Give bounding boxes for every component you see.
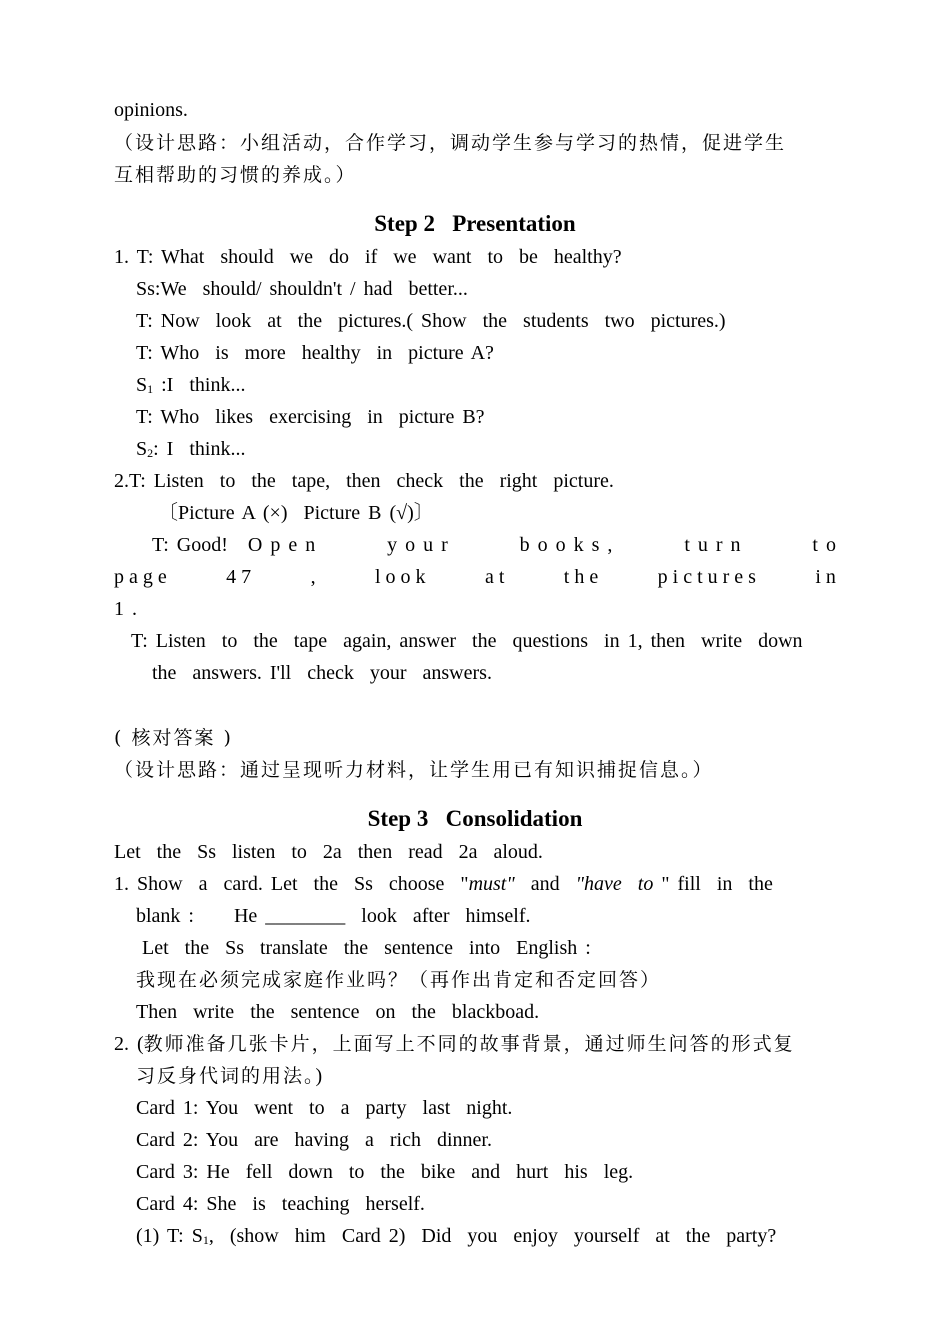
- spread-word: i n: [815, 566, 836, 588]
- text-part: 2. (: [114, 1033, 144, 1055]
- subscript: 1: [202, 1233, 209, 1247]
- step2-line-2: Ss:We should/ shouldn't / had better...: [136, 278, 468, 300]
- text-part: , (show him Card 2) Did you enjoy yourself at the party?: [208, 1225, 777, 1247]
- step2-line-10: [114, 533, 836, 557]
- step2-line-3: T: Now look at the pictures.( Show the students two pictures.): [136, 310, 726, 332]
- step2-line-12: 1 .: [114, 598, 137, 620]
- step2-line-14: the answers. I'll check your answers.: [152, 662, 492, 684]
- spread-word: b o o k s ,: [519, 534, 613, 556]
- spread-word: t h e: [563, 566, 599, 588]
- step2-line-9: 〔Picture A (×) Picture B (√)〕: [158, 502, 434, 524]
- chinese-text: 习反身代词的用法。: [136, 1065, 316, 1087]
- step2-line-13: T: Listen to the tape again, answer the questions in 1, then write down: [131, 630, 803, 652]
- speaker-s: S: [136, 438, 148, 460]
- must-text: must": [468, 873, 515, 895]
- step2-design-note: （设计思路：通过呈现听力材料，让学生用已有知识捕捉信息。）: [114, 759, 714, 781]
- text-part: 1. Show a card. Let the Ss choose ": [114, 873, 469, 895]
- spread-word: O p e n: [247, 534, 316, 556]
- step2-line-5: [136, 373, 245, 397]
- design-note-line-1: （设计思路：小组活动，合作学习，调动学生参与学习的热情，促进学生: [114, 132, 787, 154]
- step3-line-2: [114, 872, 773, 896]
- opinions-line: opinions.: [114, 99, 188, 121]
- step2-line-4: T: Who is more healthy in picture A?: [136, 342, 494, 364]
- subscript: 1: [147, 382, 154, 396]
- step3-line-13: [136, 1224, 776, 1248]
- card-1-line: Card 1: You went to a party last night.: [136, 1097, 513, 1119]
- step2-heading: Step 2 Presentation: [374, 211, 576, 236]
- card-4-line: Card 4: She is teaching herself.: [136, 1193, 425, 1215]
- text-part: " fill in the: [653, 873, 773, 895]
- spread-word: y o u r: [387, 534, 448, 556]
- speaker-s: S: [136, 374, 148, 396]
- step3-line-8: [136, 1064, 322, 1088]
- text-part: and: [514, 873, 576, 895]
- spread-word: l o o k: [374, 566, 426, 588]
- step3-line-7: [114, 1032, 795, 1056]
- step3-line-6: Then write the sentence on the blackboad.: [136, 1001, 540, 1023]
- card-2-line: Card 2: You are having a rich dinner.: [136, 1129, 492, 1151]
- spread-word: t o: [812, 534, 836, 556]
- card-3-line: Card 3: He fell down to the bike and hurt his leg.: [136, 1161, 634, 1183]
- spread-word: p a g e: [114, 566, 167, 588]
- chinese-text: 教师准备几张卡片，上面写上不同的故事背景，通过师生问答的形式复: [143, 1033, 795, 1055]
- design-note-line-2: 互相帮助的习惯的养成。）: [114, 164, 357, 186]
- text-part: ): [315, 1065, 323, 1087]
- good-text: T: Good!: [152, 534, 228, 556]
- spread-word: 4 7: [226, 566, 252, 588]
- step2-line-8: 2.T: Listen to the tape, then check the right picture.: [114, 470, 614, 492]
- spread-word: p i c t u r e s: [657, 566, 756, 588]
- step2-line-1: 1. T: What should we do if we want to be healthy?: [114, 246, 622, 268]
- step3-line-3: blank : He ________ look after himself.: [136, 905, 531, 927]
- spread-word: ,: [310, 566, 316, 588]
- spread-word: t u r n: [684, 534, 741, 556]
- step2-line-11: [114, 565, 836, 589]
- speaker-text: : I think...: [153, 438, 246, 460]
- text-part: (1) T: S: [136, 1225, 203, 1247]
- subscript: 2: [147, 446, 154, 460]
- step3-line-4: Let the Ss translate the sentence into English :: [142, 937, 591, 959]
- check-answers-line: ( 核对答案 ): [114, 727, 233, 749]
- have-to-text: "have to: [575, 873, 654, 895]
- step3-line-1: Let the Ss listen to 2a then read 2a aloud.: [114, 841, 543, 863]
- step2-line-6: T: Who likes exercising in picture B?: [136, 406, 485, 428]
- step2-line-7: [136, 437, 245, 461]
- spread-word: a t: [484, 566, 505, 588]
- speaker-text: :I think...: [153, 374, 246, 396]
- step3-line-5: 我现在必须完成家庭作业吗？（再作出肯定和否定回答）: [136, 969, 662, 991]
- step3-heading: Step 3 Consolidation: [367, 806, 583, 831]
